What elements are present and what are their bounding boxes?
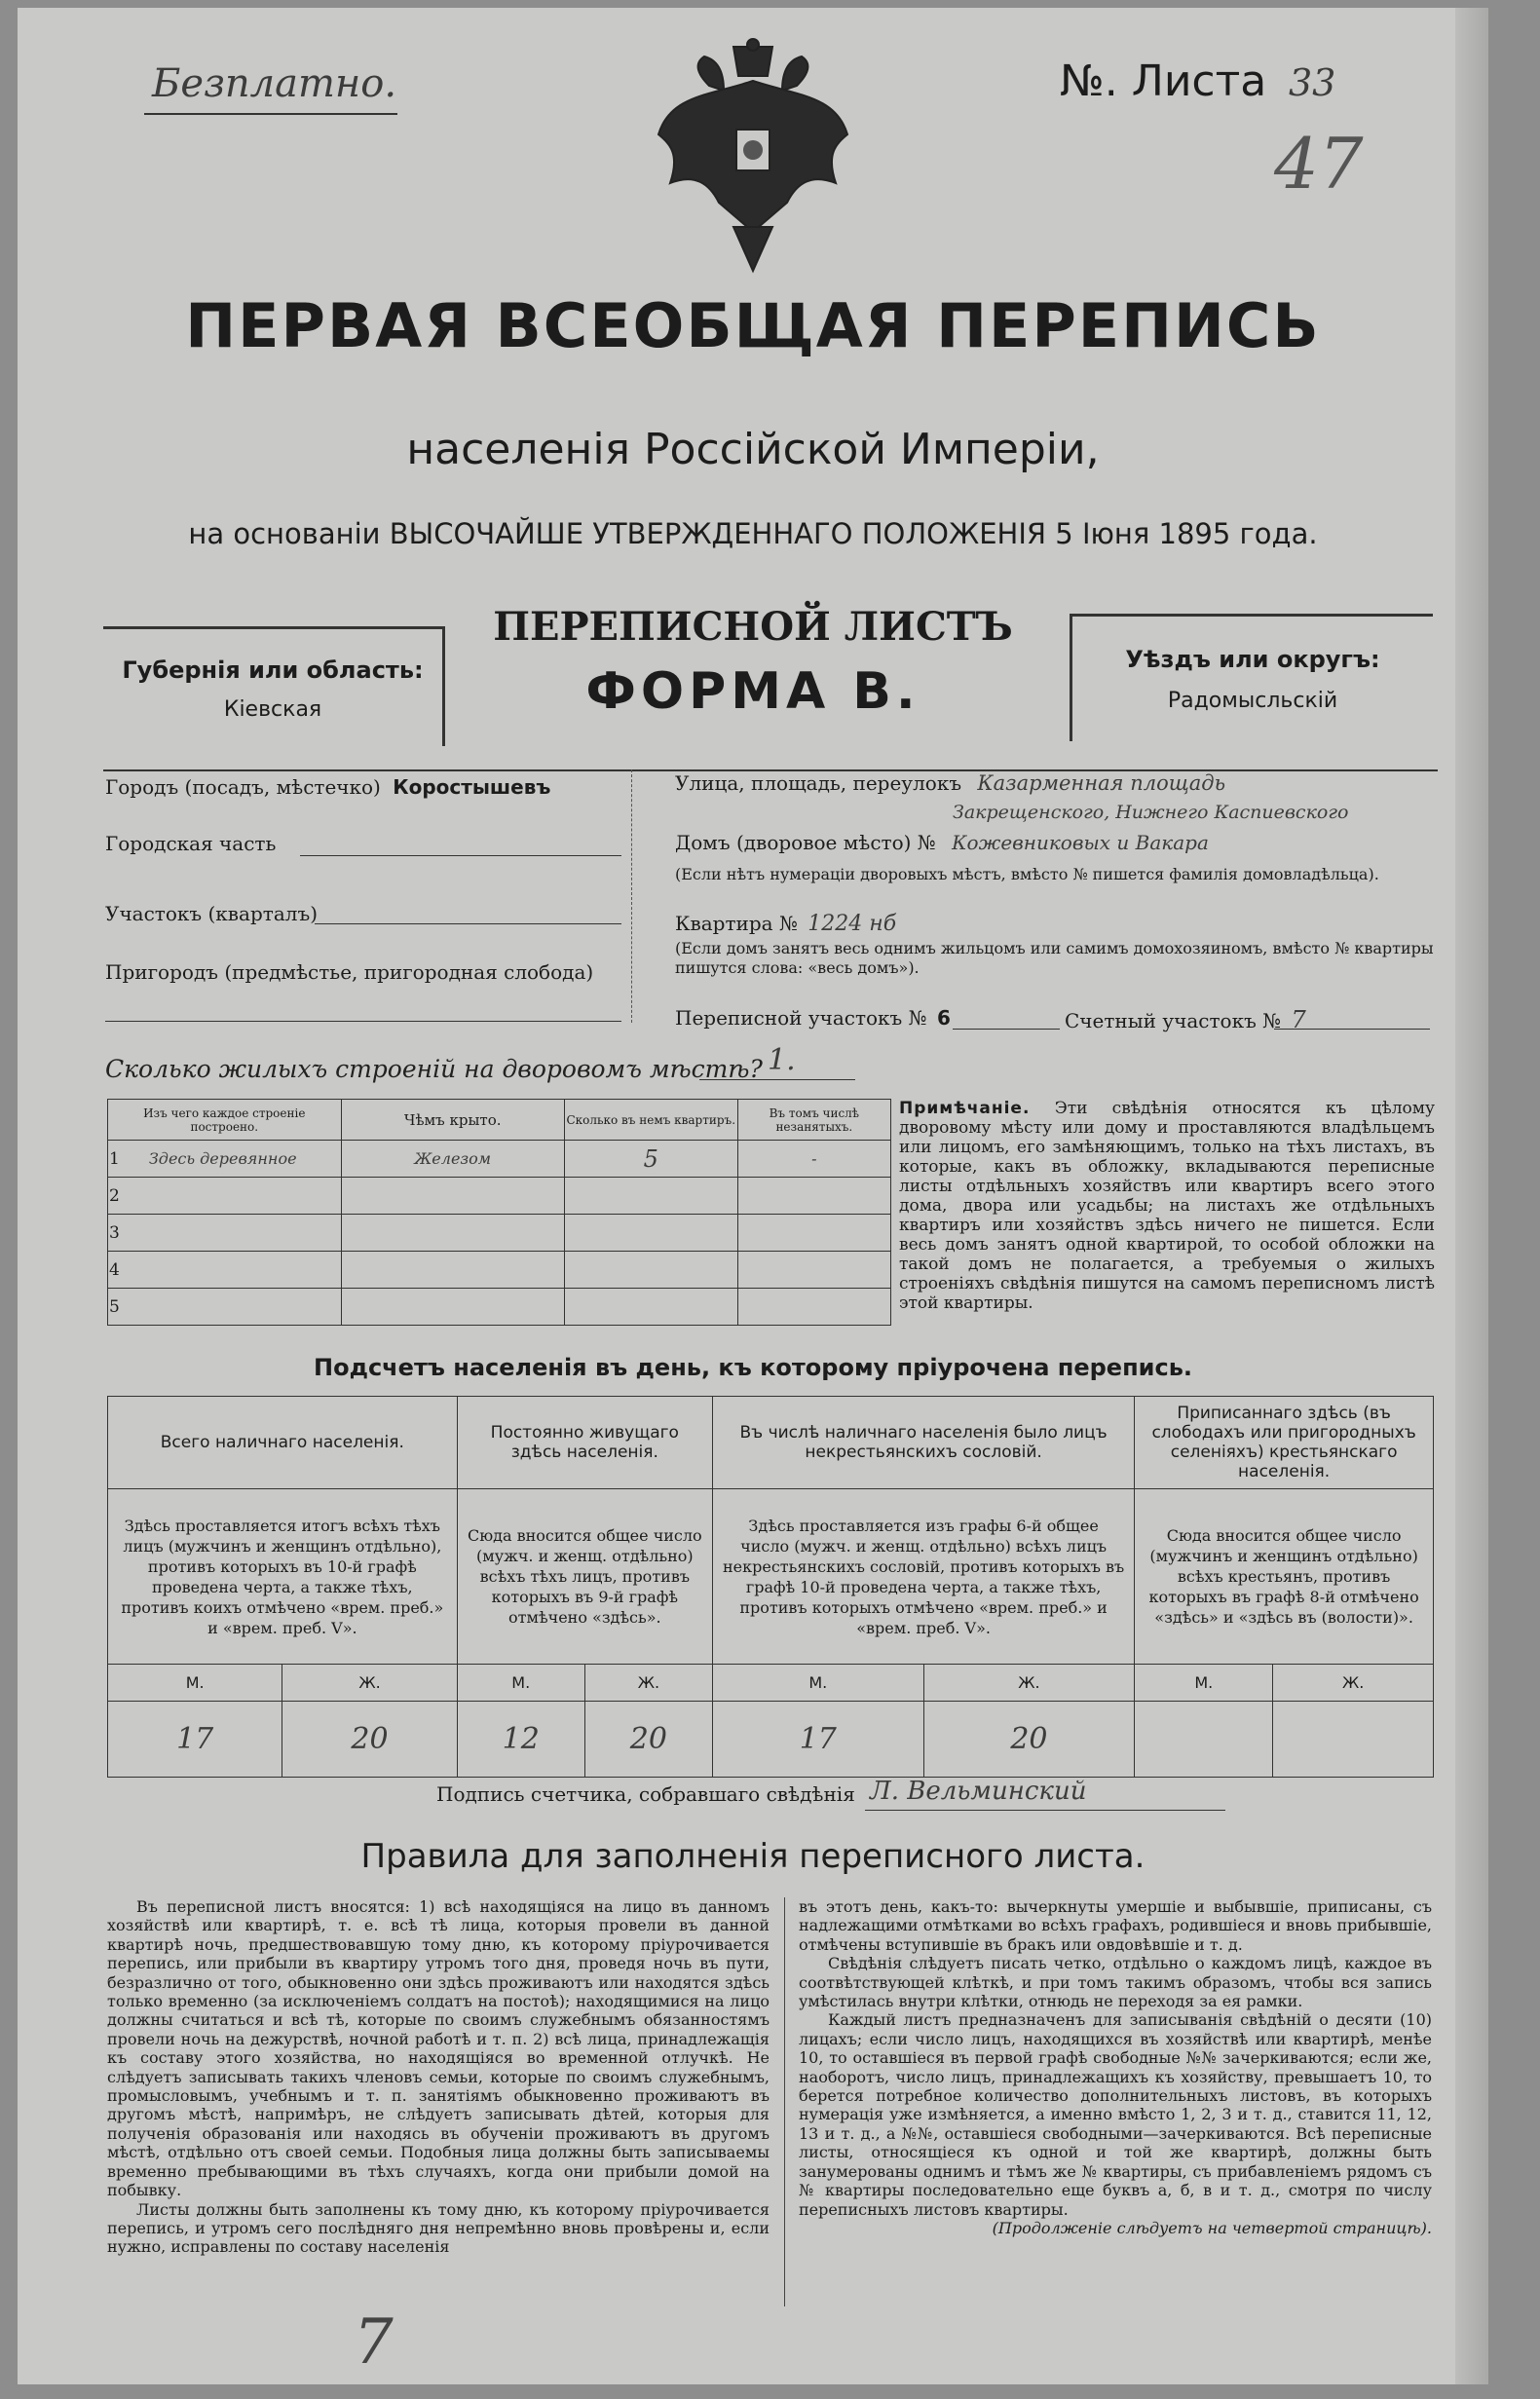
- f-label: Ж.: [1273, 1665, 1434, 1702]
- table-row: [108, 1252, 891, 1289]
- m-label: М.: [712, 1665, 923, 1702]
- house-label: Домъ (дворовое мѣсто) №: [675, 831, 936, 854]
- col2-title: Постоянно живущаго здѣсь населенія.: [457, 1397, 712, 1489]
- row-number: 5: [109, 1296, 120, 1317]
- f-label: Ж.: [282, 1665, 457, 1702]
- rules-right: [799, 1897, 1432, 2237]
- signature-line: [865, 1810, 1225, 1811]
- table-row: [108, 1178, 891, 1215]
- census-row: [675, 1006, 951, 1030]
- street-value-2: Закрещенского, Нижнего Каспиевского: [953, 802, 1349, 823]
- buildings-question: Сколько жилыхъ строеній на дворовомъ мѣстѣ?: [105, 1055, 763, 1083]
- house-value: Кожевниковых и Вакара: [952, 831, 1209, 854]
- main-title: ПЕРВАЯ ВСЕОБЩАЯ ПЕРЕПИСЬ: [185, 290, 1321, 361]
- row-number: 1: [109, 1148, 120, 1169]
- col2-female: 20: [584, 1702, 712, 1778]
- city-row: [105, 775, 550, 799]
- rules-right-p2: Свѣдѣнія слѣдуетъ писать четко, отдѣльно о каждомъ лицѣ, каждое въ соотвѣтствующей клѣткѣ, и при томъ такимъ образомъ, чтобы вся запись умѣстилась внутри клѣтки, отнюдь не переходя за ея рамки.: [799, 1954, 1432, 2011]
- table-row: [108, 1289, 891, 1326]
- note-text: Эти свѣдѣнія относятся къ цѣлому дворовому мѣсту или дому и проставляются владѣльцемъ или лицомъ, его замѣняющимъ, только на тѣхъ листахъ, въ которые, какъ въ обложку, вкладываются переписные листы отдѣльныхъ хозяйствъ или квартиръ всего этого дома, двора или усадьбы; на листахъ же отдѣльныхъ квартиръ или хозяйствъ здѣсь ничего не пишется. Если весь домъ занятъ одной квартирой, то особой обложки на такой домъ не полагается, а требуемыя о жилыхъ строеніяхъ свѣдѣнія пишутся на самомъ переписномъ листѣ этой квартиры.: [899, 1099, 1435, 1313]
- buildings-header-vacant: Въ томъ числѣ незанятыхъ.: [737, 1100, 890, 1141]
- rules-right-p3: Каждый листъ предназначенъ для записыванія свѣдѣній о десяти (10) лицахъ; если число лицъ, находящихся въ хозяйствѣ или квартирѣ, менѣе 10, то оставшіеся въ первой графѣ свободные №№ зачеркиваются; если же, наоборотъ, число лицъ, принадлежащихъ къ хозяйству, превышаетъ 10, то берется потребное количество дополнительныхъ листовъ, въ которыхъ нумерація уже измѣняется, а именно вмѣсто 1, 2, 3 и т. д., ставится 11, 12, 13 и т. д., а №№, оставшіеся свободными—зачеркиваются. Всѣ переписные листы, относящіеся къ одной и той же квартирѣ, должны быть занумерованы однимъ и тѣмъ же № квартиры, съ прибавленіемъ рядомъ съ № квартиры последовательно еще буквъ а, б, в и т. д., смотря по числу переписныхъ листовъ квартиры.: [799, 2010, 1432, 2219]
- col1-female: 20: [282, 1702, 457, 1778]
- col4-desc: Сюда вносится общее число (мужчинъ и женщинъ отдѣльно) всѣхъ крестьянъ, противъ которыхъ въ графѣ 8-й отмѣчено «здѣсь» и «здѣсь въ (волости)».: [1135, 1489, 1434, 1665]
- f-label: Ж.: [584, 1665, 712, 1702]
- census-label: Переписной участокъ №: [675, 1006, 927, 1030]
- house-note: (Если нѣтъ нумераціи дворовыхъ мѣстъ, вмѣсто № пишется фамилія домовладѣльца).: [675, 865, 1379, 883]
- count-label: Счетный участокъ №: [1065, 1009, 1282, 1032]
- sheet-label: №. Листа: [1060, 56, 1267, 106]
- buildings-answer-line: [699, 1079, 855, 1080]
- rules-left-p1: Въ переписной листъ вносятся: 1) всѣ находящіяся на лицо въ данномъ хозяйствѣ или квартирѣ, т. е. всѣ тѣ лица, которыя провели въ данной квартирѣ ночь, предшествовавшую тому дню, къ которому пріурочивается перепись, или прибыли въ квартиру утромъ того дня, проведя ночь въ пути, безразлично от того, обыкновенно они здѣсь проживаютъ или находятся здѣсь только временно (за исключеніемъ солдатъ на постоѣ); находящимися на лицо должны считаться и всѣ тѣ, которые по своимъ служебнымъ обязанностямъ провели ночь на дежурствѣ, ночной работѣ и т. п. 2) всѣ лица, принадлежащія къ составу этого хозяйства, но находящіяся во временной отлучкѣ. Не слѣдуетъ записывать такихъ членовъ семьи, которые по своимъ служебнымъ, промысловымъ, учебнымъ и т. п. занятіямъ обыкновенно проживаютъ въ другомъ мѣстѣ, напримѣръ, не слѣдуетъ записывать дѣтей, которыя для полученія образованія или находясь въ обученіи проживаютъ въ другомъ мѣстѣ, отдѣльно отъ своей семьи. Подобныя лица должны быть записываемы временно пребывающими въ тѣхъ случаяхъ, когда они прибыли домой на побывку.: [107, 1897, 770, 2200]
- note-block: [899, 1099, 1435, 1313]
- precinct-line: [315, 923, 621, 924]
- note-label: Примѣчаніе.: [899, 1099, 1031, 1118]
- province-box: [103, 626, 445, 746]
- m-label: М.: [108, 1665, 282, 1702]
- apt-label: Квартира №: [675, 912, 798, 935]
- col4-title: Приписаннаго здѣсь (въ слободахъ или пригородныхъ селеніяхъ) крестьянскаго населенія.: [1135, 1397, 1434, 1489]
- count-line: [1274, 1029, 1430, 1030]
- m-label: М.: [457, 1665, 584, 1702]
- precinct-label: Участокъ (кварталъ): [105, 902, 318, 925]
- m-label: М.: [1135, 1665, 1273, 1702]
- free-label: Безплатно.: [152, 61, 397, 106]
- population-table: [107, 1396, 1434, 1778]
- count-value: 7: [1291, 1006, 1306, 1033]
- free-underline: [144, 113, 397, 115]
- footer-mark: 7: [354, 2306, 394, 2379]
- rules-divider: [784, 1897, 785, 2306]
- census-line: [953, 1029, 1060, 1030]
- street-value: Казарменная площадь: [977, 771, 1226, 795]
- street-label: Улица, площадь, переулокъ: [675, 771, 962, 795]
- buildings-header-apts: Сколько въ немъ квартиръ.: [564, 1100, 737, 1141]
- row-number: 2: [109, 1185, 120, 1206]
- rules-title: Правила для заполненія переписного листа.: [360, 1837, 1146, 1876]
- double-headed-eagle-icon: [651, 37, 855, 276]
- province-value: Кіевская: [223, 697, 322, 722]
- buildings-header-material: Изъ чего каждое строеніе построено.: [108, 1100, 342, 1141]
- census-sheet: [18, 8, 1488, 2384]
- city-value: Коростышевъ: [393, 775, 551, 799]
- row-number: 3: [109, 1222, 120, 1243]
- census-value: 6: [936, 1006, 951, 1030]
- row-material: Здесь деревянное: [148, 1148, 297, 1168]
- table-row: [108, 1215, 891, 1252]
- stamp-number: 47: [1274, 123, 1364, 205]
- sheet-value: 33: [1289, 61, 1336, 104]
- col1-desc: Здѣсь проставляется итогъ всѣхъ тѣхъ лицъ (мужчинъ и женщинъ отдѣльно), противъ которыхъ въ 10-й графѣ проведена черта, а также тѣхъ, противъ коихъ отмѣчено «врем. преб.» и «врем. преб. V».: [108, 1489, 458, 1665]
- rules-left: [107, 1897, 770, 2257]
- apt-value: 1224 нб: [808, 912, 897, 936]
- part-label: Городская часть: [105, 832, 277, 855]
- page-edge: [1455, 8, 1488, 2384]
- form-name: ФОРМА В.: [585, 662, 920, 721]
- col1-male: 17: [108, 1702, 282, 1778]
- count-row: [1065, 1006, 1306, 1033]
- part-line: [300, 855, 621, 856]
- signature-label: Подпись счетчика, собравшаго свѣдѣнія: [436, 1782, 855, 1806]
- col3-title: Въ числѣ наличнаго населенія было лицъ некрестьянскихъ сословій.: [712, 1397, 1134, 1489]
- col2-male: 12: [457, 1702, 584, 1778]
- district-box: [1070, 614, 1433, 741]
- col3-desc: Здѣсь проставляется изъ графы 6-й общее число (мужч. и женщ. отдѣльно) всѣхъ лицъ некрестьянскихъ сословій, противъ которыхъ въ графѣ 10-й проведена черта, а также тѣхъ, противъ которыхъ отмѣчено «врем. преб.» и «врем. преб. V».: [712, 1489, 1134, 1665]
- house-row: [675, 831, 1209, 854]
- suburb-label: Пригородъ (предмѣстье, пригородная слобода): [105, 960, 594, 984]
- row-roof: Железом: [341, 1141, 564, 1178]
- col3-female: 20: [923, 1702, 1135, 1778]
- basis-line: на основаніи ВЫСОЧАЙШЕ УТВЕРЖДЕННАГО ПОЛОЖЕНІЯ 5 Іюня 1895 года.: [188, 517, 1318, 550]
- street-row: [675, 771, 1225, 795]
- f-label: Ж.: [923, 1665, 1135, 1702]
- col3-male: 17: [712, 1702, 923, 1778]
- rules-continued: (Продолженіе слѣдуетъ на четвертой страницѣ).: [992, 2218, 1432, 2237]
- subtitle: населенія Россійской Имперіи,: [406, 425, 1100, 474]
- col1-title: Всего наличнаго населенія.: [108, 1397, 458, 1489]
- city-label: Городъ (посадъ, мѣстечко): [105, 775, 381, 799]
- col4-female: [1273, 1702, 1434, 1778]
- buildings-header-roof: Чѣмъ крыто.: [341, 1100, 564, 1141]
- form-title: ПЕРЕПИСНОЙ ЛИСТЪ: [493, 604, 1013, 650]
- rules-right-p1: въ этотъ день, какъ-то: вычеркнуты умершіе и выбывшіе, приписаны, съ надлежащими отмѣтками во всѣхъ графахъ, родившіеся и вновь прибывшіе, отмѣчены вступившіе въ бракъ или овдовѣвшіе и т. д.: [799, 1897, 1432, 1954]
- col4-male: [1135, 1702, 1273, 1778]
- buildings-answer: 1.: [768, 1043, 796, 1077]
- district-value: Радомысльскій: [1167, 689, 1338, 713]
- col2-desc: Сюда вносится общее число (мужч. и женщ. отдѣльно) всѣхъ тѣхъ лицъ, противъ которыхъ въ 9-й графѣ отмѣчено «здѣсь».: [457, 1489, 712, 1665]
- apt-note: (Если домъ занятъ весь однимъ жильцомъ или самимъ домохозяиномъ, вмѣсто № квартиры пишутся слова: «весь домъ»).: [675, 939, 1434, 977]
- address-divider: [631, 769, 632, 1023]
- district-label: Уѣздъ или округъ:: [1125, 646, 1380, 673]
- province-label: Губернія или область:: [122, 656, 424, 684]
- row-apts: 5: [564, 1141, 737, 1178]
- suburb-line: [105, 1021, 621, 1022]
- rules-left-p2: Листы должны быть заполнены къ тому дню, къ которому пріурочивается перепись, и утромъ сего послѣдняго дня непремѣнно вновь провѣрены и, если нужно, исправлены по составу населенія: [107, 2199, 770, 2257]
- signature-value: Л. Вельминский: [870, 1777, 1087, 1806]
- row-vacant: -: [737, 1141, 890, 1178]
- apt-row: [675, 912, 896, 936]
- row-number: 4: [109, 1259, 120, 1280]
- buildings-table: [107, 1099, 891, 1326]
- count-title: Подсчетъ населенія въ день, къ которому пріурочена перепись.: [314, 1354, 1192, 1381]
- table-row: [108, 1141, 891, 1178]
